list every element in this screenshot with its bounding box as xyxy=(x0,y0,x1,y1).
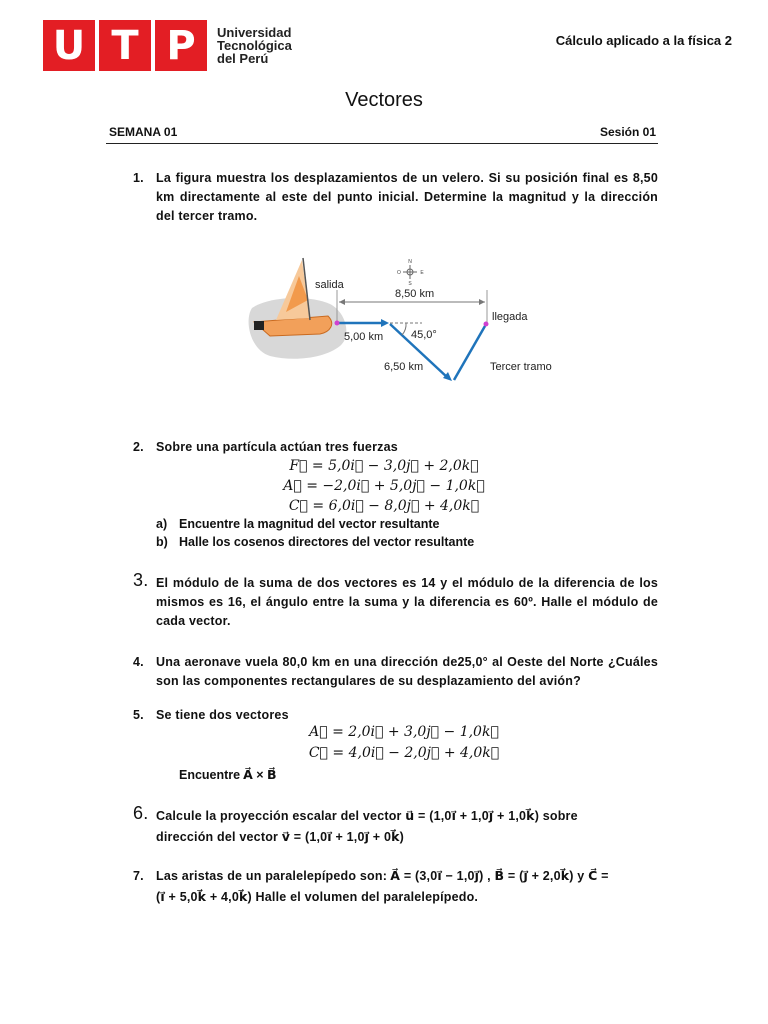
dim-arrow-left xyxy=(339,299,345,305)
session-label: Sesión 01 xyxy=(599,125,656,139)
leg-2-label: 6,50 km xyxy=(384,361,424,373)
vector-leg-3 xyxy=(454,326,485,380)
subitem-marker: a) xyxy=(156,517,168,531)
problem-number: 1. xyxy=(133,171,144,185)
find-text: Encuentre A⃗ × B⃗ xyxy=(179,768,277,782)
equation: C⃗ = 4,0i⃗ − 2,0j⃗ + 4,0k⃗ xyxy=(308,745,500,761)
leg-1-label: 5,00 km xyxy=(344,331,384,343)
end-point xyxy=(484,322,489,327)
problem-number: 7. xyxy=(133,869,144,883)
logo-letter: U xyxy=(43,20,95,71)
compass-s: S xyxy=(408,281,412,287)
problem-number: 4. xyxy=(133,655,144,669)
logo-line: Tecnológica xyxy=(217,38,292,53)
equation: A⃗ = 2,0i⃗ + 3,0j⃗ − 1,0k⃗ xyxy=(309,724,499,740)
problem-text: Una aeronave vuela 80,0 km en una dirección de25,0° al Oeste del Norte ¿Cuáles son las componentes rectangulares de su desplazamiento del avión? xyxy=(156,655,658,688)
course-name: Cálculo aplicado a la física 2 xyxy=(555,33,732,48)
logo-text xyxy=(217,26,292,65)
week-label: SEMANA 01 xyxy=(109,125,178,139)
problem-text: (i⃗ + 5,0k⃗ + 4,0k⃗) Halle el volumen del paralelepípedo. xyxy=(156,890,479,904)
problem-text: La figura muestra los desplazamientos de un velero. Si su posición final es 8,50 km directamente al este del punto inicial. Determine la magnitud y la dirección del tercer tramo. xyxy=(156,171,658,223)
problem-text: Sobre una partícula actúan tres fuerzas xyxy=(156,440,398,454)
problem-number: 6. xyxy=(133,803,149,823)
subitem-marker: b) xyxy=(156,535,168,549)
compass-n: N xyxy=(408,259,412,265)
sailboat-figure xyxy=(240,250,580,390)
problem-text: Las aristas de un paralelepípedo son: A⃗ = (3,0i⃗ − 1,0j⃗) , B⃗ = (j⃗ + 2,0k⃗) y C⃗ = xyxy=(156,869,609,883)
angle-arc xyxy=(402,323,406,335)
equation: A⃗ = −2,0i⃗ + 5,0j⃗ − 1,0k⃗ xyxy=(283,478,485,494)
tercer-tramo-label: Tercer tramo xyxy=(490,361,552,373)
start-point xyxy=(335,321,340,326)
salida-label: salida xyxy=(315,279,344,291)
vector-leg-1-head xyxy=(381,319,389,327)
equation: C⃗ = 6,0i⃗ − 8,0j⃗ + 4,0k⃗ xyxy=(288,498,480,514)
compass-e: E xyxy=(420,270,424,276)
logo-letter: P xyxy=(155,20,207,71)
problem-number: 2. xyxy=(133,440,144,454)
dim-arrow-right xyxy=(479,299,485,305)
boat-motor xyxy=(254,321,264,330)
problem-number: 3. xyxy=(133,570,149,590)
angle-label: 45,0° xyxy=(411,329,437,341)
problem-text: El módulo de la suma de dos vectores es 14 y el módulo de la diferencia de los mismos es 16, el ángulo entre la suma y la diferencia es 60º. Halle el módulo de cada vector. xyxy=(156,576,658,628)
page-title: Vectores xyxy=(345,89,423,111)
dist-label: 8,50 km xyxy=(395,288,435,300)
llegada-label: llegada xyxy=(492,311,528,323)
problem-text: dirección del vector v⃗ = (1,0i⃗ + 1,0j⃗ + 0k⃗) xyxy=(156,830,404,844)
subitem-text: Halle los cosenos directores del vector resultante xyxy=(179,535,475,549)
utp-logo xyxy=(43,20,292,71)
compass-o: O xyxy=(397,270,401,276)
equation: F⃗ = 5,0i⃗ − 3,0j⃗ + 2,0k⃗ xyxy=(289,458,479,474)
problem-number: 5. xyxy=(133,708,144,722)
subitem-text: Encuentre la magnitud del vector resultante xyxy=(179,517,440,531)
header-divider xyxy=(106,143,658,144)
logo-line: Universidad xyxy=(217,25,292,40)
logo-line: del Perú xyxy=(217,51,269,66)
problem-text: Se tiene dos vectores xyxy=(156,708,289,722)
problem-text: Calcule la proyección escalar del vector u⃗ = (1,0i⃗ + 1,0j⃗ + 1,0k⃗) sobre xyxy=(156,809,578,823)
logo-letter: T xyxy=(99,20,151,71)
compass-icon xyxy=(397,259,424,287)
